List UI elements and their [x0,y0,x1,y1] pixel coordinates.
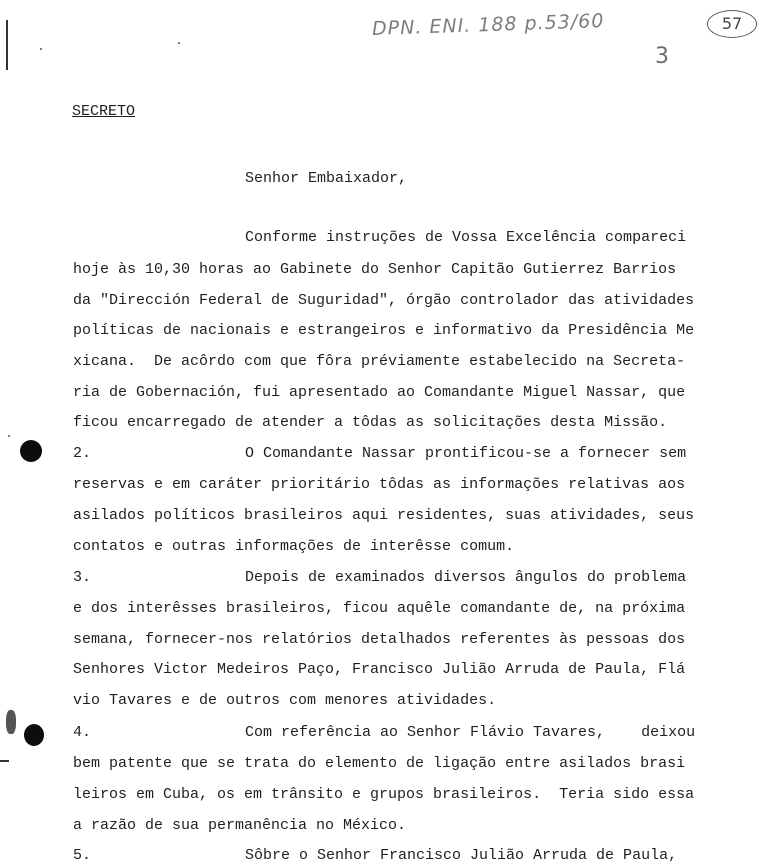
paragraph-3-number: 3. [73,569,92,586]
left-edge-mark [6,20,8,70]
paragraph-2-line: asilados políticos brasileiros aqui residentes, suas atividades, seus [73,507,695,524]
paragraph-1-line: hoje às 10,30 horas ao Gabinete do Senhor Capitão Gutierrez Barrios [73,261,677,278]
page-number-stamp: 57 [707,10,757,38]
paragraph-3-first-line: Depois de examinados diversos ângulos do problema [245,569,687,586]
paragraph-4-line: bem patente que se trata do elemento de ligação entre asilados brasi [73,755,686,772]
paragraph-3-line: Senhores Victor Medeiros Paço, Francisco Julião Arruda de Paula, Flá [73,661,686,678]
paragraph-1-line: xicana. De acôrdo com que fôra préviamente estabelecido na Secreta- [73,353,686,370]
paragraph-2-line: contatos e outras informações de interêsse comum. [73,538,515,555]
paragraph-1-line: políticas de nacionais e estrangeiros e informativo da Presidência Me [73,322,695,339]
paragraph-4-line: leiros em Cuba, os em trânsito e grupos brasileiros. Teria sido essa [73,786,695,803]
paragraph-5-first-line: Sôbre o Senhor Francisco Julião Arruda de Paula, [245,847,678,864]
paragraph-3-line: vio Tavares e de outros com menores atividades. [73,692,497,709]
paragraph-1-first-line: Conforme instruções de Vossa Excelência compareci [245,229,687,246]
speck [8,435,10,437]
paragraph-4-line: a razão de sua permanência no México. [73,817,407,834]
speck [40,48,42,50]
paragraph-2-line: reservas e em caráter prioritário tôdas as informações relativas aos [73,476,686,493]
hole-smudge [6,710,16,734]
paragraph-1-line: ficou encarregado de atender a tôdas as solicitações desta Missão. [73,414,668,431]
sheet-number: 3 [655,44,669,69]
punch-hole [24,724,44,746]
paragraph-4-number: 4. [73,724,92,741]
paragraph-2-first-line: O Comandante Nassar prontificou-se a fornecer sem [245,445,687,462]
edge-tick [0,760,9,762]
paragraph-2-number: 2. [73,445,92,462]
paragraph-3-line: e dos interêsses brasileiros, ficou aquêle comandante de, na próxima [73,600,686,617]
speck [178,42,180,44]
paragraph-4-first-line: Com referência ao Senhor Flávio Tavares, deixou [245,724,696,741]
punch-hole [20,440,42,462]
paragraph-1-line: ria de Gobernación, fui apresentado ao Comandante Miguel Nassar, que [73,384,686,401]
paragraph-3-line: semana, fornecer-nos relatórios detalhados referentes às pessoas dos [73,631,686,648]
archive-reference: DPN. ENI. 188 p.53/60 [371,9,605,41]
paragraph-1-line: da "Dirección Federal de Suguridad", órgão controlador das atividades [73,292,695,309]
classification-label: SECRETO [72,103,136,120]
paragraph-5-number: 5. [73,847,92,864]
salutation: Senhor Embaixador, [245,170,408,187]
